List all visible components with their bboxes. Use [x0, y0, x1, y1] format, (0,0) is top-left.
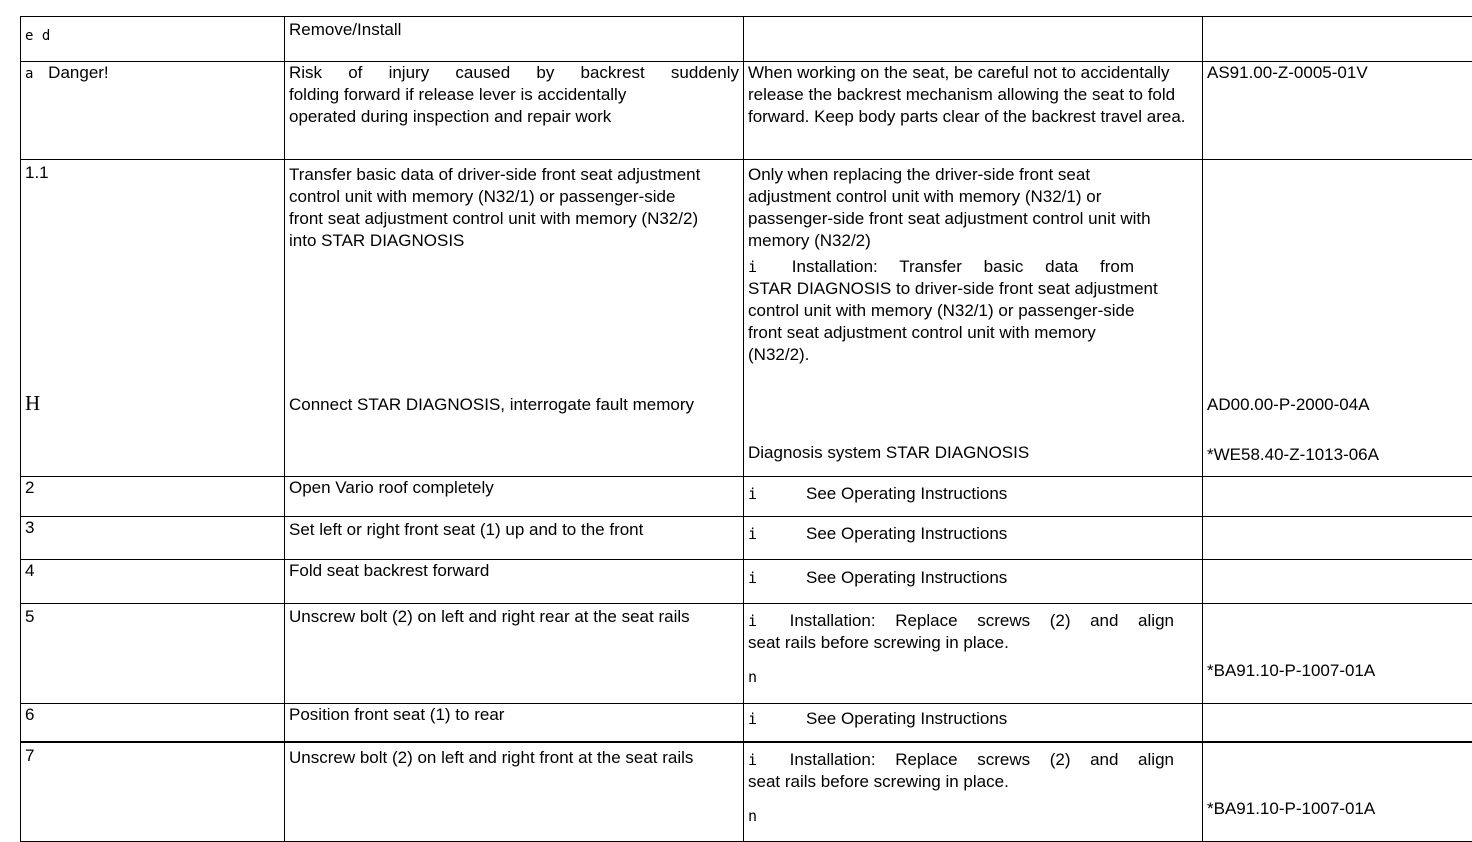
- step-5-ref-cell: [1203, 604, 1472, 704]
- step-h-action: Connect STAR DIAGNOSIS, interrogate fault memory: [285, 392, 744, 477]
- step-1-1-ref: [1203, 160, 1472, 393]
- step-1-1-note-b-first: Transfer basic data from: [899, 257, 1134, 276]
- table-row-step-5: [21, 604, 1472, 704]
- info-icon: i: [748, 256, 770, 278]
- danger-risk-rest: folding forward if release lever is accidentally operated during inspection and repair work: [289, 84, 689, 128]
- step-1-1-number: 1.1: [21, 160, 285, 393]
- step-6-note-cell: [744, 704, 1203, 743]
- step-5-notes: [744, 604, 1203, 704]
- info-icon: i: [748, 523, 770, 545]
- step-7-action: Unscrew bolt (2) on left and right front at the seat rails: [285, 742, 744, 842]
- step-3-note: See Operating Instructions: [806, 524, 1007, 543]
- step-4-note-cell: [744, 560, 1203, 604]
- step-2-number: 2: [21, 477, 285, 517]
- step-6-number: 6: [21, 704, 285, 743]
- step-4-action: Fold seat backrest forward: [285, 560, 744, 604]
- step-7-note-rest: seat rails before screwing in place.: [748, 771, 1198, 793]
- header-title: Remove/Install: [285, 17, 744, 62]
- table-row-step-3: [21, 517, 1472, 560]
- step-3-ref: [1203, 517, 1472, 560]
- step-1-1-note-a: Only when replacing the driver-side front seat adjustment control unit with memory (N32/1) or passenger-side front seat adjustment control unit with memory (N32/2): [748, 164, 1158, 252]
- step-5-action: Unscrew bolt (2) on left and right rear at the seat rails: [285, 604, 744, 704]
- table-row-step-4: [21, 560, 1472, 604]
- step-4-number: 4: [21, 560, 285, 604]
- step-h-notes: [744, 392, 1203, 477]
- step-5-note-first: Replace screws (2) and align: [895, 611, 1174, 630]
- step-7-ref-cell: [1203, 742, 1472, 842]
- table-row-step-h: [21, 392, 1472, 477]
- header-notes-cell: [744, 17, 1203, 62]
- step-3-number: 3: [21, 517, 285, 560]
- procedure-sheet: [20, 16, 1436, 806]
- hand-icon: H: [25, 392, 40, 415]
- step-1-1-action: Transfer basic data of driver-side front seat adjustment control unit with memory (N32/1) or passenger-side front seat adjustment control unit with memory (N32/2) into STAR DIAGNOSIS: [285, 160, 744, 393]
- step-h-refs: [1203, 392, 1472, 477]
- info-icon: i: [748, 610, 770, 632]
- step-3-action: Set left or right front seat (1) up and to the front: [285, 517, 744, 560]
- step-5-note-line: [748, 610, 1174, 632]
- info-icon: i: [748, 483, 770, 505]
- step-6-ref: [1203, 704, 1472, 743]
- note-icon: n: [748, 805, 1198, 827]
- step-2-action: Open Vario roof completely: [285, 477, 744, 517]
- danger-risk: [285, 62, 744, 160]
- table-row-step-6: [21, 704, 1472, 743]
- step-7-note-first: Replace screws (2) and align: [895, 750, 1174, 769]
- table-row-danger: [21, 62, 1472, 160]
- step-2-note-cell: [744, 477, 1203, 517]
- header-symbols: e d: [21, 17, 285, 62]
- step-7-note-head: Installation:: [790, 750, 876, 769]
- step-4-ref: [1203, 560, 1472, 604]
- info-icon: i: [748, 708, 770, 730]
- step-5-ref: *BA91.10-P-1007-01A: [1207, 660, 1468, 682]
- step-5-number: 5: [21, 604, 285, 704]
- step-3-note-cell: [744, 517, 1203, 560]
- step-6-action: Position front seat (1) to rear: [285, 704, 744, 743]
- danger-cell: [21, 62, 285, 160]
- danger-note: When working on the seat, be careful not to accidentally release the backrest mechanism allowing the seat to fold forward. Keep body parts clear of the backrest travel area.: [744, 62, 1203, 160]
- step-h-ref-b: *WE58.40-Z-1013-06A: [1207, 444, 1468, 466]
- info-icon: i: [748, 749, 770, 771]
- step-h-note: Diagnosis system STAR DIAGNOSIS: [748, 442, 1198, 464]
- step-7-notes: [744, 742, 1203, 842]
- step-2-note: See Operating Instructions: [806, 484, 1007, 503]
- procedure-table: [20, 16, 1472, 842]
- step-6-note: See Operating Instructions: [806, 709, 1007, 728]
- step-h-cell: [21, 392, 285, 477]
- step-1-1-note-b-line: [748, 256, 1134, 278]
- step-5-note-rest: seat rails before screwing in place.: [748, 632, 1198, 654]
- step-5-note-head: Installation:: [790, 611, 876, 630]
- table-row-step-2: [21, 477, 1472, 517]
- table-row-header: [21, 17, 1472, 62]
- step-7-number: 7: [21, 742, 285, 842]
- danger-risk-first-line: [289, 62, 739, 84]
- danger-risk-a: Risk of injury: [289, 63, 429, 82]
- info-icon: i: [748, 567, 770, 589]
- header-ref-cell: [1203, 17, 1472, 62]
- table-row-step-1-1: [21, 160, 1472, 393]
- table-row-step-7: [21, 742, 1472, 842]
- step-7-note-line: [748, 749, 1174, 771]
- step-2-ref: [1203, 477, 1472, 517]
- danger-label: Danger!: [48, 63, 108, 82]
- step-4-note: See Operating Instructions: [806, 568, 1007, 587]
- note-icon: n: [748, 666, 1198, 688]
- danger-icon: a: [25, 66, 33, 82]
- step-1-1-note-b-rest: STAR DIAGNOSIS to driver-side front seat adjustment control unit with memory (N32/1) or passenger-side front seat adjustment control unit with memory (N32/2).: [748, 278, 1158, 366]
- danger-ref: AS91.00-Z-0005-01V: [1203, 62, 1472, 160]
- danger-risk-b: caused by backrest suddenly: [455, 63, 739, 82]
- step-1-1-note-b-head: Installation:: [792, 257, 878, 276]
- step-1-1-notes: [744, 160, 1203, 393]
- step-7-ref: *BA91.10-P-1007-01A: [1207, 798, 1468, 820]
- step-h-ref-a: AD00.00-P-2000-04A: [1207, 394, 1468, 416]
